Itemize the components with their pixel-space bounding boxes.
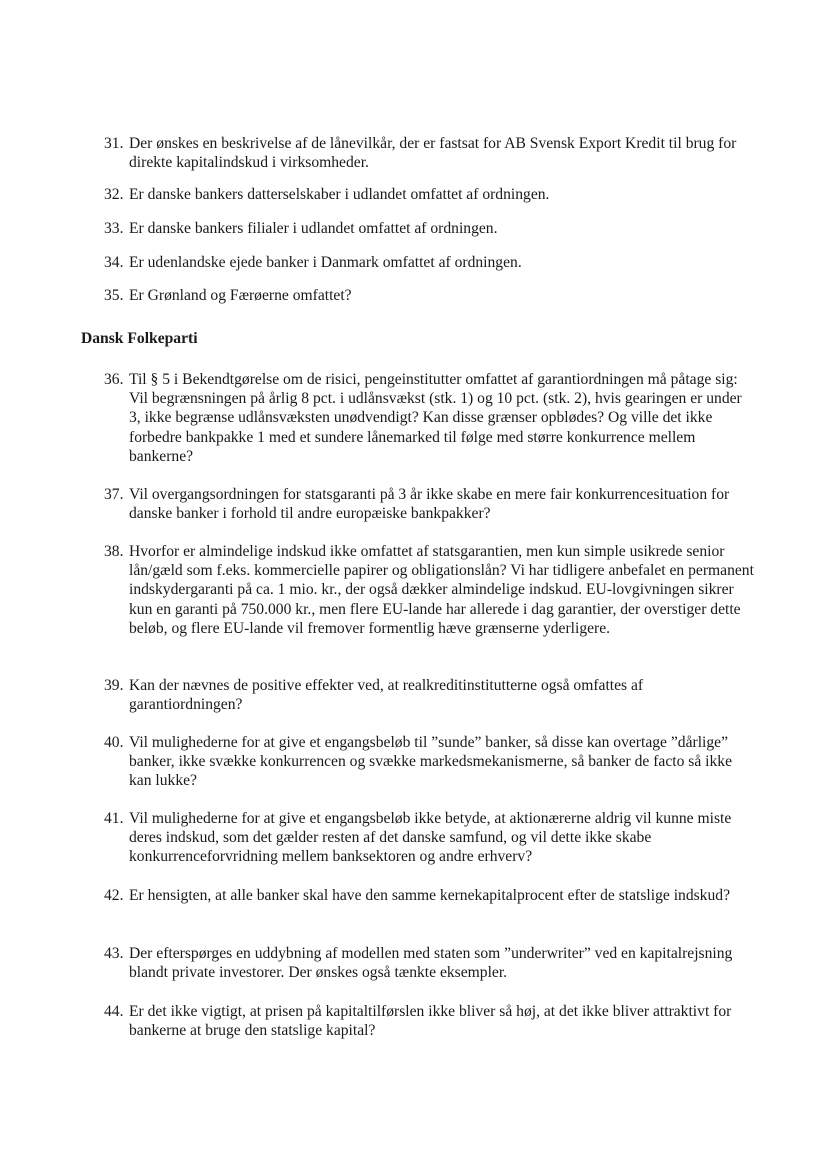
question-39 [104,676,754,714]
question-44 [104,1002,754,1040]
section-heading: Dansk Folkeparti [81,330,198,347]
question-number: 44. [104,1003,124,1020]
question-41 [104,809,754,867]
question-40 [104,733,754,791]
question-number: 38. [104,543,124,560]
question-33 [104,219,754,238]
question-number: 34. [104,254,124,271]
question-35 [104,286,754,305]
question-number: 43. [104,945,124,962]
question-text: Hvorfor er almindelige indskud ikke omfattet af statsgarantien, men kun simple usikrede senior lån/gæld som f.eks. kommercielle papirer og obligationslån? Vi har tidligere anbefalet en permanent indskydergaranti på ca. 1 mio. kr., der også dækker almindelige indskud. EU-lovgivningen sikrer kun en garanti på 750.000 kr., men flere EU-lande har allerede i dag garantier, der overstiger dette beløb, og flere EU-lande vil fremover formentlig hæve grænserne yderligere. [129,543,754,637]
question-text: Kan der nævnes de positive effekter ved, at realkreditinstitutterne også omfattes af garantiordningen? [129,677,644,714]
question-38 [104,542,754,638]
question-text: Vil mulighederne for at give et engangsbeløb ikke betyde, at aktionærerne aldrig vil kunne miste deres indskud, som det gælder resten af det danske samfund, og vil dette ikke skabe konkurrenceforvridning mellem banksektoren og andre erhverv? [129,810,732,866]
question-text: Der ønskes en beskrivelse af de lånevilkår, der er fastsat for AB Svensk Export Kredit til brug for direkte kapitalindskud i virksomheder. [129,135,737,172]
question-text: Er Grønland og Færøerne omfattet? [129,287,352,304]
question-43 [104,944,754,982]
question-text: Til § 5 i Bekendtgørelse om de risici, pengeinstitutter omfattet af garantiordningen må påtage sig: Vil begrænsningen på årlig 8 pct. i udlånsvækst (stk. 1) og 10 pct. (stk. 2), hvis gearingen er under 3, ikke begrænse udlånsvæksten unødvendigt? Kan disse grænser opblødes? Og ville det ikke forbedre bankpakke 1 med et sundere lånemarked til følge med større konkurrence mellem bankerne? [129,371,742,465]
question-text: Er det ikke vigtigt, at prisen på kapitaltilførslen ikke bliver så høj, at det ikke bliver attraktivt for bankerne at bruge den statslige kapital? [129,1003,732,1040]
question-number: 42. [104,887,124,904]
question-number: 37. [104,486,124,503]
question-text: Er udenlandske ejede banker i Danmark omfattet af ordningen. [129,254,522,271]
question-number: 31. [104,135,124,152]
question-number: 39. [104,677,124,694]
question-text: Vil overgangsordningen for statsgaranti på 3 år ikke skabe en mere fair konkurrencesituation for danske banker i forhold til andre europæiske bankpakker? [129,486,730,523]
question-42 [104,886,754,905]
question-text: Vil mulighederne for at give et engangsbeløb til ”sunde” banker, så disse kan overtage ”dårlige” banker, ikke svække konkurrencen og svække markedsmekanismerne, så banker de facto så ikke kan lukke? [129,734,733,790]
question-text: Er hensigten, at alle banker skal have den samme kernekapitalprocent efter de statslige indskud? [129,887,730,904]
question-34 [104,253,754,272]
question-text: Er danske bankers datterselskaber i udlandet omfattet af ordningen. [129,186,550,203]
question-32 [104,185,754,204]
question-text: Der efterspørges en uddybning af modellen med staten som ”underwriter” ved en kapitalrejsning blandt private investorer. Der ønskes også tænkte eksempler. [129,945,733,982]
question-number: 33. [104,220,124,237]
question-37 [104,485,754,523]
question-36 [104,370,754,466]
question-number: 36. [104,371,124,388]
question-number: 32. [104,186,124,203]
question-text: Er danske bankers filialer i udlandet omfattet af ordningen. [129,220,498,237]
question-number: 40. [104,734,124,751]
question-31 [104,134,754,172]
question-number: 35. [104,287,124,304]
question-number: 41. [104,810,124,827]
